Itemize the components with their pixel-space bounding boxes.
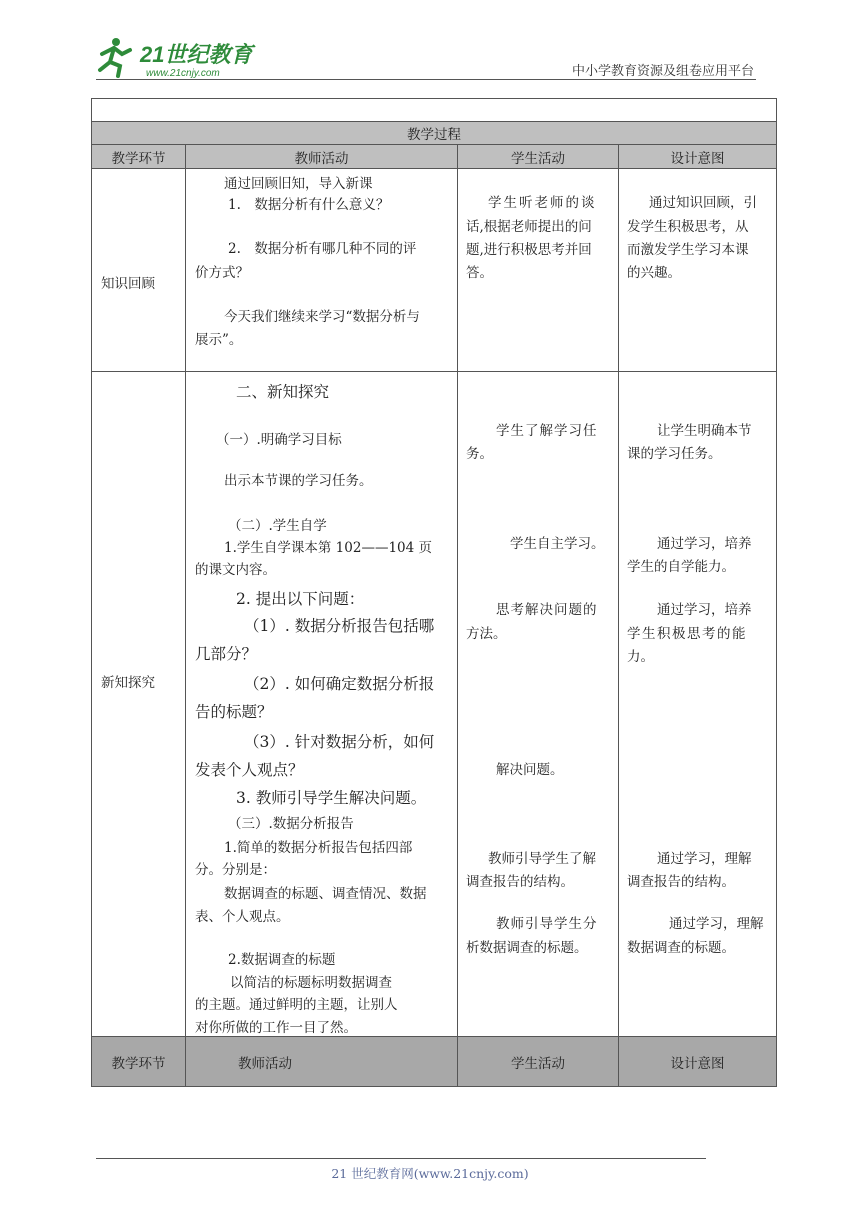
intent-line: 数据调查的标题。 [627, 940, 735, 956]
student-cell [458, 372, 619, 1037]
teacher-line: 1.简单的数据分析报告包括四部 [224, 840, 413, 856]
section-title-row [92, 122, 777, 145]
teacher-line: 的课文内容。 [195, 562, 276, 578]
student-line: 解决问题。 [496, 762, 564, 778]
header-divider [96, 79, 756, 80]
stage-cell [92, 169, 186, 372]
student-line: 务。 [466, 446, 493, 462]
intent-line: 课的学习任务。 [627, 446, 722, 462]
intent-line: 通过学习，培养 [657, 602, 752, 618]
student-line: 学生自主学习。 [510, 536, 605, 552]
intent-cell [619, 372, 777, 1037]
footer-col-stage: 教学环节 [92, 1037, 186, 1087]
teacher-line: 表、个人观点。 [195, 909, 290, 925]
site-logo [96, 36, 266, 80]
teacher-line: 几部分？ [195, 645, 258, 663]
intent-line: 让学生明确本节 [657, 423, 752, 439]
student-line: 学生了解学习任 [496, 423, 598, 439]
student-line: 析数据调查的标题。 [466, 940, 588, 956]
intent-line: 通过学习，培养 [657, 536, 752, 552]
student-line: 思考解决问题的 [496, 602, 598, 618]
teacher-line: 的主题。通过鲜明的主题，让别人 [195, 997, 398, 1013]
intent-line: 的兴趣。 [627, 265, 681, 281]
teaching-process-table [91, 98, 777, 1087]
teacher-cell [186, 169, 458, 372]
student-line: 方法。 [466, 626, 507, 642]
intent-line: 调查报告的结构。 [627, 874, 735, 890]
col-header-student: 学生活动 [458, 145, 619, 169]
logo-text: 21世纪教育 [140, 42, 253, 67]
intent-line: 通过学习，理解 [657, 851, 752, 867]
intent-line: 而激发学生学习本课 [627, 242, 749, 258]
teacher-line: 2.数据调查的标题 [228, 952, 336, 968]
teacher-line: 二、新知探究 [236, 383, 330, 401]
student-line: 学生听老师的谈 [488, 195, 597, 211]
teacher-line: （1）. 数据分析报告包括哪 [244, 617, 435, 635]
student-line: 题,进行积极思考并回 [466, 242, 592, 258]
student-line: 教师引导学生分 [496, 916, 598, 932]
intent-line: 发学生积极思考，从 [627, 219, 749, 235]
column-header-row [92, 145, 777, 169]
blank-row [92, 99, 777, 122]
student-line: 话,根据老师提出的问 [466, 219, 592, 235]
stage-cell [92, 372, 186, 1037]
teacher-line: 2. 数据分析有哪几种不同的评 [228, 241, 417, 257]
student-cell [458, 169, 619, 372]
platform-name: 中小学教育资源及组卷应用平台 [571, 64, 754, 79]
teacher-line: 分。分别是： [195, 862, 276, 878]
col-header-intent: 设计意图 [619, 145, 777, 169]
col-header-teacher: 教师活动 [186, 145, 458, 169]
teacher-line: 发表个人观点？ [195, 761, 304, 779]
teacher-line: （三）.数据分析报告 [228, 816, 354, 832]
teacher-line: 3. 教师引导学生解决问题。 [236, 789, 427, 807]
col-header-stage: 教学环节 [92, 145, 186, 169]
teacher-line: 价方式？ [195, 265, 249, 281]
teacher-line: 告的标题？ [195, 703, 273, 721]
stage-label: 新知探究 [101, 675, 155, 691]
teacher-line: （2）. 如何确定数据分析报 [244, 675, 435, 693]
teacher-line: 数据调查的标题、调查情况、数据 [224, 886, 427, 902]
teacher-line: 对你所做的工作一目了然。 [195, 1020, 357, 1036]
logo-url-text: www.21cnjy.com [146, 68, 220, 79]
teacher-line: 2. 提出以下问题： [236, 590, 365, 608]
teacher-line: 1. 数据分析有什么意义？ [228, 197, 390, 213]
teacher-line: （二）.学生自学 [228, 518, 327, 534]
intent-line: 通过学习，理解 [669, 916, 764, 932]
student-line: 调查报告的结构。 [466, 874, 574, 890]
intent-cell [619, 169, 777, 372]
teacher-line: 今天我们继续来学习“数据分析与 [224, 309, 420, 325]
intent-line: 力。 [627, 649, 654, 665]
table-row-new-knowledge [92, 372, 777, 1037]
teacher-line: 出示本节课的学习任务。 [224, 473, 373, 489]
footer-link[interactable]: 21 世纪教育网(www.21cnjy.com) [331, 1166, 529, 1181]
stage-label: 知识回顾 [101, 276, 155, 292]
student-line: 答。 [466, 265, 493, 281]
intent-line: 学生积极思考的能 [627, 626, 747, 642]
teacher-line: 通过回顾旧知，导入新课 [224, 176, 373, 192]
teacher-cell [186, 372, 458, 1037]
footer-divider [96, 1158, 706, 1159]
table-row-review [92, 169, 777, 372]
teacher-line: 展示”。 [195, 332, 243, 348]
footer-col-teacher: 教师活动 [186, 1037, 458, 1087]
table-footer-row [92, 1037, 777, 1087]
footer-col-intent: 设计意图 [619, 1037, 777, 1087]
student-line: 教师引导学生了解 [488, 851, 596, 867]
teacher-line: （3）. 针对数据分析，如何 [244, 733, 435, 751]
teacher-line: 1.学生自学课本第 102——104 页 [224, 540, 432, 556]
intent-line: 学生的自学能力。 [627, 559, 735, 575]
footer-col-student: 学生活动 [458, 1037, 619, 1087]
section-title: 教学过程 [92, 122, 777, 145]
teacher-line: （一）.明确学习目标 [216, 432, 342, 448]
teacher-line: 以简洁的标题标明数据调查 [230, 975, 392, 991]
intent-line: 通过知识回顾，引 [649, 195, 757, 211]
